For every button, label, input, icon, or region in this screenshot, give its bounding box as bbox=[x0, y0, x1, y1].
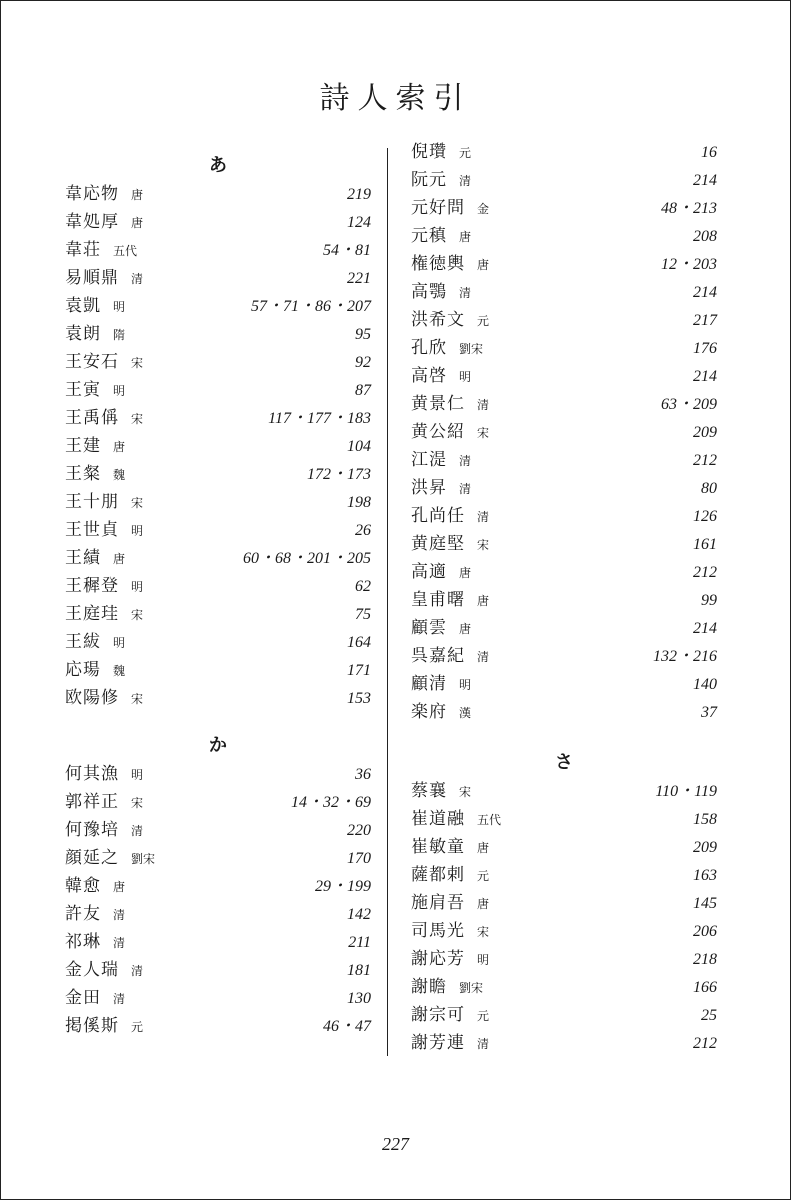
index-entry bbox=[411, 861, 717, 889]
index-entry bbox=[65, 1012, 371, 1040]
dynasty-label: 明 bbox=[113, 300, 126, 314]
page-reference: 37 bbox=[701, 704, 717, 721]
dynasty-label: 五代 bbox=[477, 813, 502, 827]
index-entry bbox=[65, 292, 371, 320]
dynasty-label: 魏 bbox=[113, 664, 126, 678]
page-reference: 36 bbox=[355, 766, 371, 783]
poet-name: 洪希文 bbox=[411, 310, 465, 330]
index-entry bbox=[411, 805, 717, 833]
page-reference: 219 bbox=[347, 186, 371, 203]
page-reference: 214 bbox=[693, 368, 717, 385]
dynasty-label: 清 bbox=[477, 650, 490, 664]
dynasty-label: 唐 bbox=[459, 566, 472, 580]
page-reference: 99 bbox=[701, 592, 717, 609]
poet-name: 金人瑞 bbox=[65, 960, 119, 980]
poet-name: 謝応芳 bbox=[411, 949, 465, 969]
page-reference: 87 bbox=[355, 382, 371, 399]
index-entry bbox=[65, 628, 371, 656]
dynasty-label: 唐 bbox=[459, 230, 472, 244]
poet-name: 呉嘉紀 bbox=[411, 646, 465, 666]
index-entry bbox=[411, 166, 717, 194]
page-reference: 217 bbox=[693, 312, 717, 329]
index-entry bbox=[65, 984, 371, 1012]
index-entry bbox=[65, 872, 371, 900]
poet-name: 郭祥正 bbox=[65, 792, 119, 812]
index-entry bbox=[411, 586, 717, 614]
poet-name: 韓愈 bbox=[65, 876, 101, 896]
dynasty-label: 元 bbox=[131, 1020, 144, 1034]
poet-name: 高啓 bbox=[411, 366, 447, 386]
page-reference: 208 bbox=[693, 228, 717, 245]
index-entry bbox=[411, 945, 717, 973]
poet-name: 施肩吾 bbox=[411, 893, 465, 913]
poet-name: 王紱 bbox=[65, 632, 101, 652]
index-entry bbox=[65, 460, 371, 488]
page-reference: 212 bbox=[693, 452, 717, 469]
dynasty-label: 劉宋 bbox=[459, 342, 484, 356]
page-reference: 142 bbox=[347, 906, 371, 923]
index-entry bbox=[411, 474, 717, 502]
page-reference: 130 bbox=[347, 990, 371, 1007]
page-reference: 132・216 bbox=[652, 648, 717, 665]
poet-name: 謝瞻 bbox=[411, 977, 447, 997]
page-reference: 220 bbox=[347, 822, 371, 839]
dynasty-label: 魏 bbox=[113, 468, 126, 482]
index-entry bbox=[411, 250, 717, 278]
index-entry bbox=[411, 558, 717, 586]
poet-name: 王寅 bbox=[65, 380, 101, 400]
dynasty-label: 隋 bbox=[113, 328, 126, 342]
poet-name: 韋処厚 bbox=[65, 212, 119, 232]
dynasty-label: 清 bbox=[459, 286, 472, 300]
page-reference: 63・209 bbox=[660, 396, 717, 413]
poet-name: 薩都剌 bbox=[411, 865, 465, 885]
poet-name: 蔡襄 bbox=[411, 781, 447, 801]
poet-name: 王十朋 bbox=[65, 492, 119, 512]
dynasty-label: 元 bbox=[477, 314, 490, 328]
poet-name: 皇甫曙 bbox=[411, 590, 465, 610]
index-entry bbox=[411, 502, 717, 530]
page-reference: 181 bbox=[347, 962, 371, 979]
dynasty-label: 唐 bbox=[477, 258, 490, 272]
poet-name: 韋応物 bbox=[65, 184, 119, 204]
index-entry bbox=[65, 600, 371, 628]
dynasty-label: 清 bbox=[459, 174, 472, 188]
page-reference: 29・199 bbox=[314, 878, 371, 895]
dynasty-label: 宋 bbox=[477, 426, 490, 440]
section-heading: さ bbox=[555, 752, 573, 773]
page-reference: 170 bbox=[347, 850, 371, 867]
poet-name: 高鶚 bbox=[411, 282, 447, 302]
poet-name: 阮元 bbox=[411, 170, 447, 190]
column-divider bbox=[387, 148, 388, 1056]
dynasty-label: 宋 bbox=[459, 785, 472, 799]
dynasty-label: 五代 bbox=[113, 244, 138, 258]
page-reference: 153 bbox=[347, 690, 371, 707]
dynasty-label: 劉宋 bbox=[131, 852, 156, 866]
poet-name: 司馬光 bbox=[411, 921, 465, 941]
poet-name: 崔敏童 bbox=[411, 837, 465, 857]
dynasty-label: 清 bbox=[131, 964, 144, 978]
index-entry bbox=[65, 956, 371, 984]
section-heading: か bbox=[209, 735, 227, 756]
page-reference: 16 bbox=[701, 144, 717, 161]
index-entry bbox=[65, 516, 371, 544]
index-entry bbox=[411, 138, 717, 166]
poet-name: 洪昇 bbox=[411, 478, 447, 498]
index-entry bbox=[411, 278, 717, 306]
poet-name: 王穉登 bbox=[65, 576, 119, 596]
page-reference: 214 bbox=[693, 284, 717, 301]
page-reference: 171 bbox=[347, 662, 371, 679]
dynasty-label: 清 bbox=[113, 908, 126, 922]
dynasty-label: 唐 bbox=[477, 841, 490, 855]
poet-name: 掲傒斯 bbox=[65, 1016, 119, 1036]
poet-name: 高適 bbox=[411, 562, 447, 582]
dynasty-label: 宋 bbox=[477, 925, 490, 939]
poet-name: 王禹偁 bbox=[65, 408, 119, 428]
dynasty-label: 元 bbox=[459, 146, 472, 160]
dynasty-label: 元 bbox=[477, 1009, 490, 1023]
index-entry bbox=[65, 208, 371, 236]
dynasty-label: 宋 bbox=[131, 412, 144, 426]
poet-name: 何其漁 bbox=[65, 764, 119, 784]
poet-name: 王安石 bbox=[65, 352, 119, 372]
index-entry bbox=[411, 446, 717, 474]
page-reference: 62 bbox=[355, 578, 371, 595]
page-reference: 212 bbox=[693, 564, 717, 581]
poet-name: 袁朗 bbox=[65, 324, 101, 344]
dynasty-label: 明 bbox=[131, 768, 144, 782]
poet-name: 謝芳連 bbox=[411, 1033, 465, 1053]
index-entry bbox=[411, 698, 717, 726]
poet-name: 祁琳 bbox=[65, 932, 101, 952]
poet-name: 韋荘 bbox=[65, 240, 101, 260]
page-reference: 104 bbox=[347, 438, 371, 455]
page-reference: 95 bbox=[355, 326, 371, 343]
dynasty-label: 明 bbox=[131, 524, 144, 538]
page-reference: 221 bbox=[347, 270, 371, 287]
dynasty-label: 漢 bbox=[459, 706, 472, 720]
dynasty-label: 明 bbox=[113, 636, 126, 650]
poet-name: 黄庭堅 bbox=[411, 534, 465, 554]
dynasty-label: 唐 bbox=[131, 188, 144, 202]
poet-name: 倪瓚 bbox=[411, 142, 447, 162]
page-reference: 126 bbox=[693, 508, 717, 525]
page-title: 詩人索引 bbox=[319, 81, 472, 116]
index-entry bbox=[411, 418, 717, 446]
dynasty-label: 唐 bbox=[113, 880, 126, 894]
poet-name: 易順鼎 bbox=[65, 268, 119, 288]
poet-name: 王建 bbox=[65, 436, 101, 456]
index-entry bbox=[411, 194, 717, 222]
index-entry bbox=[411, 973, 717, 1001]
index-entry bbox=[411, 642, 717, 670]
index-entry bbox=[65, 488, 371, 516]
index-entry bbox=[411, 614, 717, 642]
page-reference: 54・81 bbox=[322, 242, 371, 259]
page-reference: 25 bbox=[701, 1007, 717, 1024]
dynasty-label: 唐 bbox=[113, 552, 126, 566]
poet-name: 王粲 bbox=[65, 464, 101, 484]
page-reference: 117・177・183 bbox=[268, 410, 371, 427]
index-entry bbox=[411, 362, 717, 390]
index-entry bbox=[411, 1001, 717, 1029]
dynasty-label: 劉宋 bbox=[459, 981, 484, 995]
poet-name: 金田 bbox=[65, 988, 101, 1008]
page-reference: 198 bbox=[347, 494, 371, 511]
index-entry bbox=[65, 760, 371, 788]
page-number: 227 bbox=[382, 1134, 409, 1154]
index-entry bbox=[411, 334, 717, 362]
page-reference: 92 bbox=[355, 354, 371, 371]
poet-name: 王績 bbox=[65, 548, 101, 568]
poet-name: 楽府 bbox=[411, 702, 447, 722]
index-entry bbox=[411, 306, 717, 334]
index-entry bbox=[411, 222, 717, 250]
index-entry bbox=[411, 530, 717, 558]
poet-name: 黄景仁 bbox=[411, 394, 465, 414]
poet-name: 顧清 bbox=[411, 674, 447, 694]
poet-name: 黄公紹 bbox=[411, 422, 465, 442]
page-reference: 26 bbox=[355, 522, 371, 539]
page-reference: 172・173 bbox=[306, 466, 371, 483]
page-reference: 161 bbox=[693, 536, 717, 553]
dynasty-label: 明 bbox=[131, 580, 144, 594]
dynasty-label: 金 bbox=[477, 202, 490, 216]
index-entry bbox=[411, 1029, 717, 1057]
page-reference: 14・32・69 bbox=[290, 794, 371, 811]
poet-name: 顔延之 bbox=[65, 848, 119, 868]
page-reference: 57・71・86・207 bbox=[250, 298, 371, 315]
dynasty-label: 清 bbox=[113, 936, 126, 950]
page-reference: 60・68・201・205 bbox=[242, 550, 371, 567]
page-reference: 48・213 bbox=[660, 200, 717, 217]
dynasty-label: 明 bbox=[459, 678, 472, 692]
index-entry bbox=[65, 236, 371, 264]
dynasty-label: 宋 bbox=[477, 538, 490, 552]
poet-name: 権徳輿 bbox=[411, 254, 465, 274]
page-reference: 209 bbox=[693, 839, 717, 856]
poet-name: 何豫培 bbox=[65, 820, 119, 840]
dynasty-label: 宋 bbox=[131, 608, 144, 622]
index-entry bbox=[65, 844, 371, 872]
dynasty-label: 宋 bbox=[131, 356, 144, 370]
page-reference: 124 bbox=[347, 214, 371, 231]
page-reference: 46・47 bbox=[322, 1018, 371, 1035]
index-entry bbox=[65, 684, 371, 712]
page-reference: 211 bbox=[348, 934, 371, 951]
dynasty-label: 唐 bbox=[459, 622, 472, 636]
page-reference: 214 bbox=[693, 620, 717, 637]
index-entry bbox=[411, 670, 717, 698]
page-reference: 164 bbox=[347, 634, 371, 651]
dynasty-label: 宋 bbox=[131, 796, 144, 810]
right-column bbox=[411, 138, 717, 1057]
poet-name: 応瑒 bbox=[65, 660, 101, 680]
page-reference: 110・119 bbox=[655, 783, 717, 800]
index-entry bbox=[411, 833, 717, 861]
page-reference: 212 bbox=[693, 1035, 717, 1052]
page-reference: 163 bbox=[693, 867, 717, 884]
index-entry bbox=[65, 900, 371, 928]
index-entry bbox=[65, 376, 371, 404]
dynasty-label: 清 bbox=[459, 454, 472, 468]
page-reference: 140 bbox=[693, 676, 717, 693]
dynasty-label: 清 bbox=[477, 1037, 490, 1051]
page-reference: 176 bbox=[693, 340, 717, 357]
dynasty-label: 清 bbox=[477, 510, 490, 524]
poet-name: 孔尚任 bbox=[411, 506, 465, 526]
dynasty-label: 宋 bbox=[131, 692, 144, 706]
left-column bbox=[65, 152, 371, 1040]
index-entry bbox=[65, 656, 371, 684]
page-reference: 80 bbox=[701, 480, 717, 497]
dynasty-label: 明 bbox=[477, 953, 490, 967]
page-reference: 75 bbox=[355, 606, 371, 623]
page-reference: 218 bbox=[693, 951, 717, 968]
page-reference: 12・203 bbox=[660, 256, 717, 273]
index-entry bbox=[411, 889, 717, 917]
dynasty-label: 唐 bbox=[477, 594, 490, 608]
poet-name: 王庭珪 bbox=[65, 604, 119, 624]
dynasty-label: 明 bbox=[459, 370, 472, 384]
poet-name: 王世貞 bbox=[65, 520, 119, 540]
dynasty-label: 元 bbox=[477, 869, 490, 883]
index-entry bbox=[65, 928, 371, 956]
page-reference: 145 bbox=[693, 895, 717, 912]
page-reference: 166 bbox=[693, 979, 717, 996]
poet-name: 元稹 bbox=[411, 226, 447, 246]
section-heading: あ bbox=[209, 155, 227, 176]
index-entry bbox=[65, 816, 371, 844]
poet-name: 崔道融 bbox=[411, 809, 465, 829]
dynasty-label: 清 bbox=[113, 992, 126, 1006]
poet-name: 元好問 bbox=[411, 198, 465, 218]
poet-name: 江湜 bbox=[411, 450, 447, 470]
dynasty-label: 清 bbox=[459, 482, 472, 496]
page-reference: 206 bbox=[693, 923, 717, 940]
index-entry bbox=[65, 320, 371, 348]
poet-name: 欧陽修 bbox=[65, 688, 119, 708]
dynasty-label: 明 bbox=[113, 384, 126, 398]
poet-name: 顧雲 bbox=[411, 618, 447, 638]
dynasty-label: 唐 bbox=[131, 216, 144, 230]
index-entry bbox=[65, 404, 371, 432]
page-reference: 158 bbox=[693, 811, 717, 828]
index-entry bbox=[65, 432, 371, 460]
dynasty-label: 清 bbox=[477, 398, 490, 412]
dynasty-label: 唐 bbox=[113, 440, 126, 454]
poet-name: 許友 bbox=[65, 904, 101, 924]
page-reference: 214 bbox=[693, 172, 717, 189]
index-entry bbox=[411, 917, 717, 945]
poet-name: 袁凱 bbox=[65, 296, 101, 316]
index-entry bbox=[65, 348, 371, 376]
dynasty-label: 清 bbox=[131, 824, 144, 838]
poet-name: 孔欣 bbox=[411, 338, 447, 358]
poet-name: 謝宗可 bbox=[411, 1005, 465, 1025]
index-entry bbox=[411, 390, 717, 418]
dynasty-label: 清 bbox=[131, 272, 144, 286]
index-entry bbox=[65, 180, 371, 208]
index-entry bbox=[411, 777, 717, 805]
dynasty-label: 唐 bbox=[477, 897, 490, 911]
index-entry bbox=[65, 544, 371, 572]
index-entry bbox=[65, 264, 371, 292]
index-entry bbox=[65, 788, 371, 816]
page-reference: 209 bbox=[693, 424, 717, 441]
dynasty-label: 宋 bbox=[131, 496, 144, 510]
index-entry bbox=[65, 572, 371, 600]
